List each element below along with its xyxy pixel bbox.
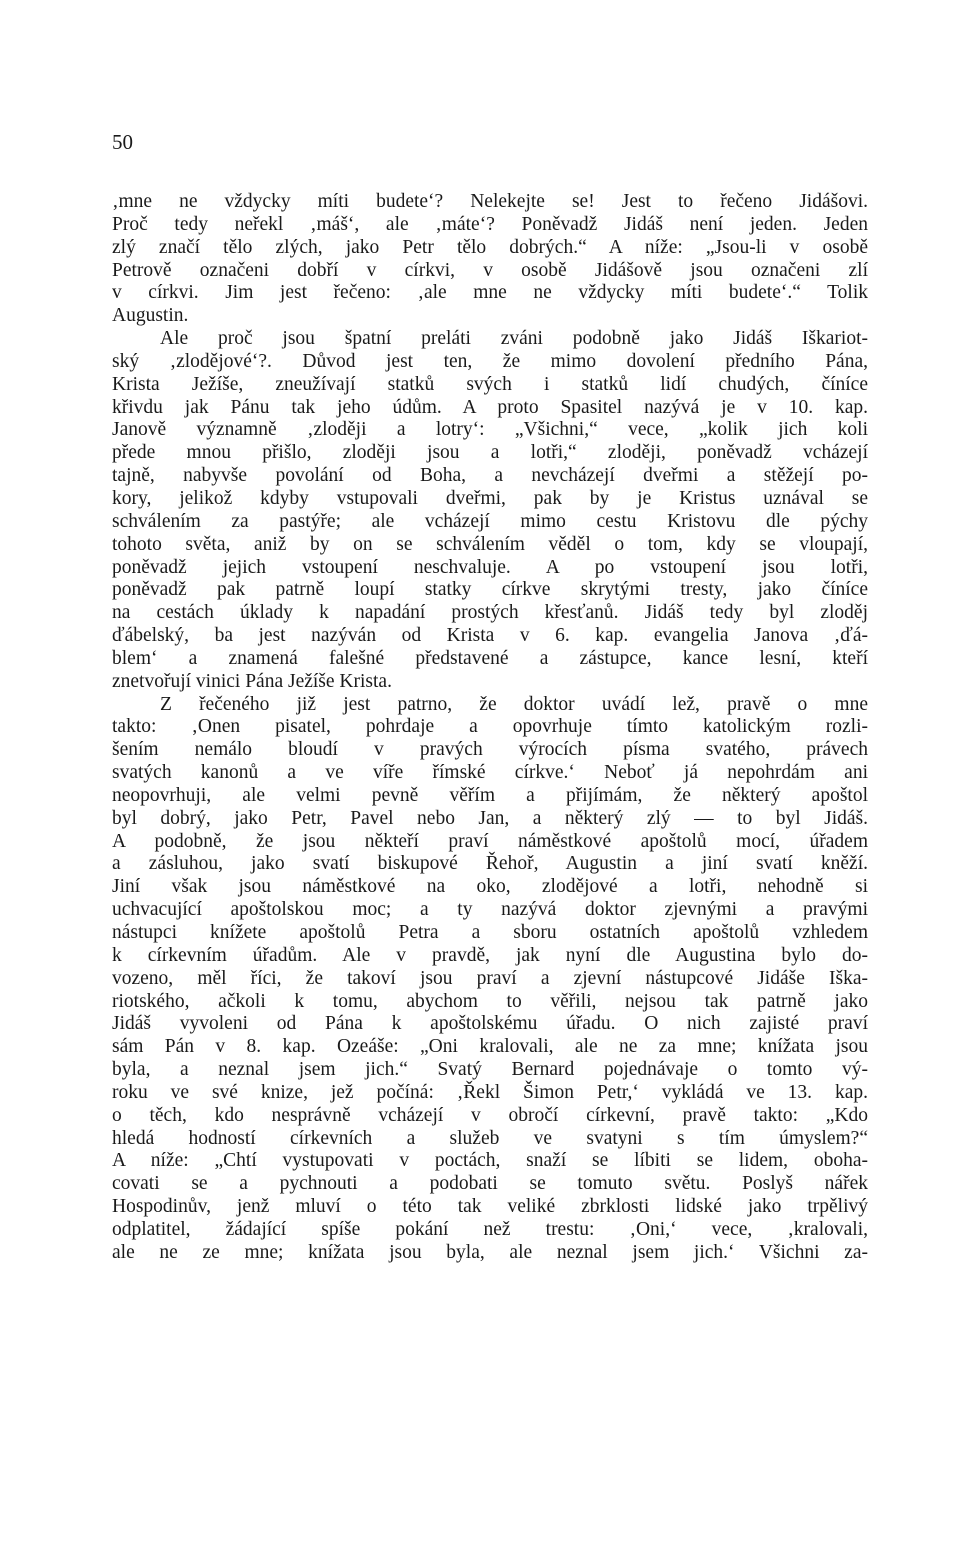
text-line: sám Pán v 8. kap. Ozeáše: „Oni kralovali, ale ne za mne; knížata jsou <box>112 1036 868 1058</box>
text-line: roku ve své knize, jež počíná: ‚Řekl Šimon Petr,‘ vykládá ve 13. kap. <box>112 1081 868 1103</box>
text-line: riotského, ačkoli k tomu, abychom to věřili, nejsou tak patrně jako <box>112 990 868 1012</box>
text-line: poněvadž jejich vstoupení neschvaluje. A po vstoupení jsou lotři, <box>112 556 868 578</box>
text-line: k církevním úřadům. Ale v pravdě, jak nyní dle Augustina bylo do- <box>112 944 868 966</box>
text-line: tajně, nabyvše povolání od Boha, a nevcházejí dveřmi a stěžejí po- <box>112 465 868 487</box>
text-line: ský ‚zlodějové‘?. Důvod jest ten, že mimo dovolení předního Pána, <box>112 350 868 372</box>
text-line: kory, jelikož kdyby vstupovali dveřmi, pak by je Kristus uznával se <box>112 487 868 509</box>
text-line: uchvacující apoštolskou moc; a ty nazývá doktor zjevnými a pravými <box>112 899 868 921</box>
text-line: a zásluhou, jako svatí biskupové Řehoř, Augustin a jiní svatí kněží. <box>112 853 868 875</box>
text-line: ale ne ze mne; knížata jsou byla, ale neznal jsem jich.‘ Všichni za- <box>112 1241 868 1263</box>
text-line: o těch, kdo nesprávně vcházejí v obročí církevní, pravě takto: „Kdo <box>112 1104 868 1126</box>
body-text <box>112 191 868 1265</box>
text-line: šením nemálo bloudí v pravých výrocích písma svatého, právech <box>112 739 868 761</box>
text-line: takto: ‚Onen pisatel, pohrdaje a opovrhuje tímto katolickým rozli- <box>112 716 868 738</box>
text-line: Jidáš vyvoleni od Pána k apoštolskému úřadu. O nich zajisté praví <box>112 1013 868 1035</box>
text-line: Petrově označeni dobří v církvi, v osobě Jidášově jsou označeni zlí <box>112 259 868 281</box>
text-line: v církvi. Jim jest řečeno: ‚ale mne ne vždycky míti budete‘.“ Tolik <box>112 282 868 304</box>
text-line: byl dobrý, jako Petr, Pavel nebo Jan, a některý zlý — to byl Jidáš. <box>112 807 868 829</box>
text-line: Ale proč jsou špatní preláti zváni podobně jako Jidáš Iškariot- <box>160 328 868 350</box>
text-line: vozeno, měl říci, že takoví jsou praví a zjevní nástupcové Jidáše Iška- <box>112 967 868 989</box>
text-line: Janově významně ‚zloději a lotry‘: „Všichni,“ vece, „kolik jich koli <box>112 419 868 441</box>
text-line: hledá hodností církevních a služeb ve svatyni s tím úmyslem?“ <box>112 1127 868 1149</box>
text-line: A podobně, že jsou někteří praví náměstkové apoštolů mocí, úřadem <box>112 830 868 852</box>
text-line: Augustin. <box>112 305 189 327</box>
page-number: 50 <box>112 130 133 154</box>
text-line: nástupci knížete apoštolů Petra a sboru ostatních apoštolů vzhledem <box>112 922 868 943</box>
text-line: znetvořují vinici Pána Ježíše Krista. <box>112 670 392 692</box>
text-line: neopovrhuji, ale velmi pevně věřím a přijímám, že některý apoštol <box>112 784 868 806</box>
text-line: Z řečeného již jest patrno, že doktor uvádí lež, pravě o mne <box>160 693 868 715</box>
text-line: blem‘ a znamená falešné představené a zástupce, kance lesní, kteří <box>112 647 868 669</box>
text-line: odplatitel, žádající spíše pokání než trestu: ‚Oni,‘ vece, ‚kralovali, <box>112 1218 868 1240</box>
text-line: Jiní však jsou náměstkové na oko, zlodějové a lotři, nehodně si <box>112 876 868 898</box>
text-line: křivdu jak Pánu tak jeho údům. A proto Spasitel nazývá je v 10. kap. <box>112 396 868 418</box>
text-line: ‚mne ne vždycky míti budete‘? Nelekejte se! Jest to řečeno Jidášovi. <box>112 191 868 212</box>
text-line: ďábelský, ba jest nazýván od Krista v 6. kap. evangelia Janova ‚ďá- <box>112 625 868 647</box>
text-line: přede mnou přišlo, zloději jsou a lotři,“ zloději, poněvadž vcházejí <box>112 442 868 464</box>
text-line: Proč tedy neřekl ‚máš‘, ale ‚máte‘? Poněvadž Jidáš není jeden. Jeden <box>112 213 868 235</box>
text-line: Krista Ježíše, zneužívají statků svých i statků lidí chudých, číníce <box>112 373 868 395</box>
text-line: byla, a neznal jsem jich.“ Svatý Bernard pojednávaje o tomto vý- <box>112 1059 868 1081</box>
text-line: schválením za pastýře; ale vcházejí mimo cestu Kristovu dle pýchy <box>112 510 868 532</box>
text-line: poněvadž pak patrně loupí statky církve skrytými tresty, jako číníce <box>112 579 868 601</box>
text-line: zlý značí tělo zlých, jako Petr tělo dobrých.“ A níže: „Jsou-li v osobě <box>112 236 868 258</box>
text-line: A níže: „Chtí vystupovati v poctách, snaží se líbiti se lidem, oboha- <box>112 1150 868 1172</box>
text-line: Hospodinův, jenž mluví o této tak veliké zbrklosti lidské jako trpělivý <box>112 1196 868 1218</box>
text-line: covati se a pychnouti a podobati se tomuto světu. Poslyš nářek <box>112 1173 868 1195</box>
text-line: na cestách úklady k napadání prostých křesťanů. Jidáš tedy byl zloděj <box>112 602 868 624</box>
text-line: svatých kanonů a ve víře římské církve.‘ Neboť já nepohrdám ani <box>112 762 868 784</box>
text-line: tohoto světa, aniž by on se schválením věděl o tom, kdy se vloupají, <box>112 533 868 555</box>
